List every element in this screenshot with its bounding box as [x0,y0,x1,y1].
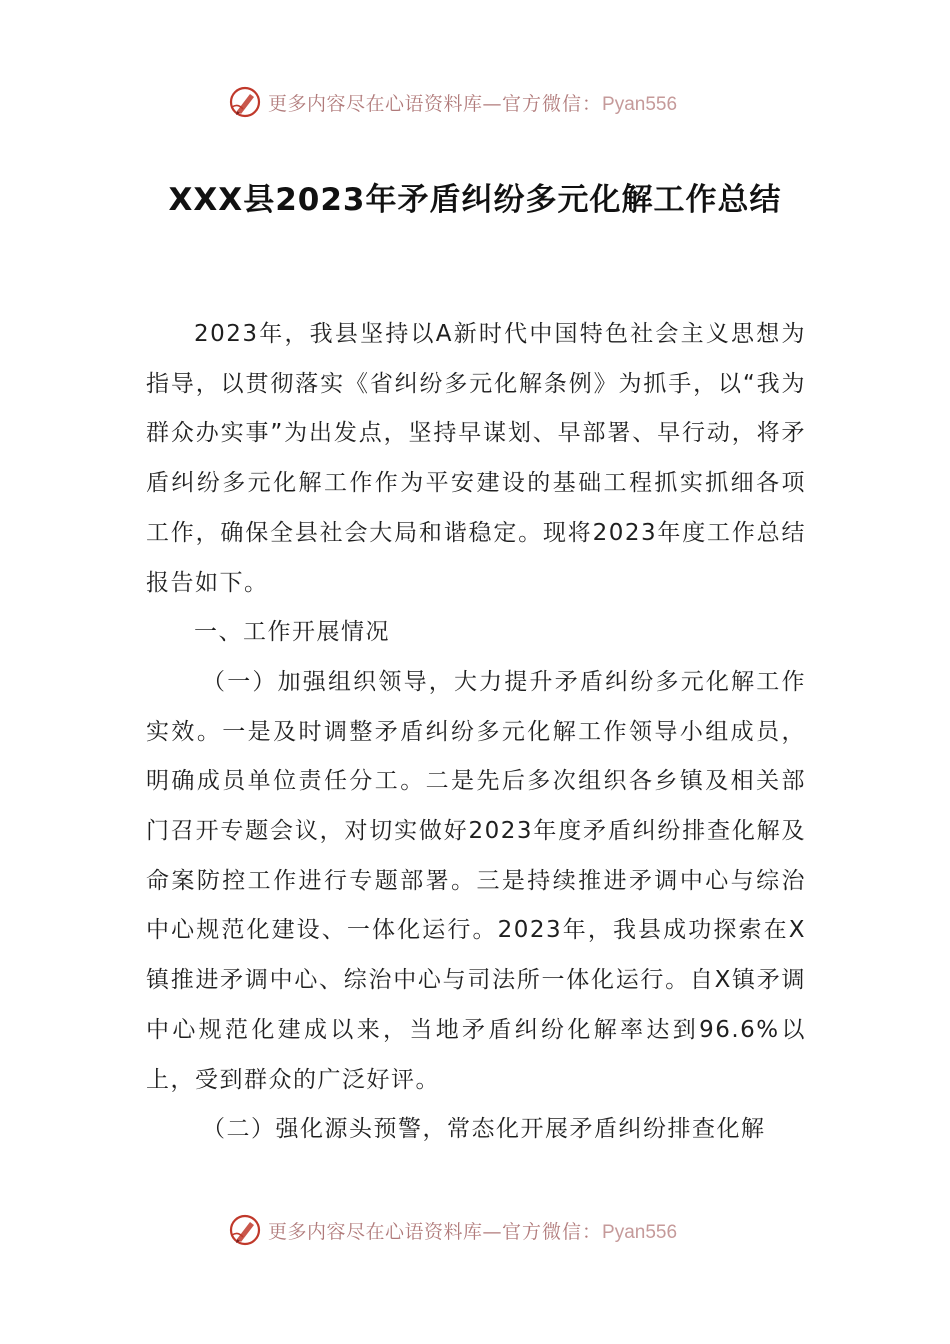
paragraph-section-1-1: （一）加强组织领导，大力提升矛盾纠纷多元化解工作实效。一是及时调整矛盾纠纷多元化解工作领导小组成员，明确成员单位责任分工。二是先后多次组织各乡镇及相关部门召开专题会议，对切实做好2023年度矛盾纠纷排查化解及命案防控工作进行专题部署。三是持续推进矛调中心与综治中心规范化建设、一体化运行。2023年，我县成功探索在X镇推进矛调中心、综治中心与司法所一体化运行。自X镇矛调中心规范化建成以来，当地矛盾纠纷化解率达到96.6%以上，受到群众的广泛好评。 [146,668,806,1093]
document-body [146,310,806,1155]
banner-sub: 官方微信： [502,1220,603,1243]
pen-logo-icon [228,1213,262,1247]
banner-main: 更多内容尽在心语资料库 [268,92,483,115]
banner-text [268,89,677,116]
pen-logo-icon [228,85,262,119]
header-banner [228,82,748,122]
footer-banner [228,1210,748,1250]
section-heading-1: 一、工作开展情况 [194,619,390,646]
wechat-id: Pyan556 [602,1221,678,1243]
banner-text [268,1217,677,1244]
document-title: XXX县2023年矛盾纠纷多元化解工作总结 [168,182,782,218]
banner-main: 更多内容尽在心语资料库 [268,1220,483,1243]
paragraph-section-1-2: （二）强化源头预警，常态化开展矛盾纠纷排查化解 [202,1116,766,1143]
banner-sub: 官方微信： [502,92,603,115]
banner-dash: — [482,1220,503,1243]
wechat-id: Pyan556 [602,93,678,115]
banner-dash: — [482,92,503,115]
paragraph-intro: 2023年，我县坚持以A新时代中国特色社会主义思想为指导，以贯彻落实《省纠纷多元化解条例》为抓手，以“我为群众办实事”为出发点，坚持早谋划、早部署、早行动，将矛盾纠纷多元化解工作作为平安建设的基础工程抓实抓细各项工作，确保全县社会大局和谐稳定。现将2023年度工作总结报告如下。 [146,321,806,596]
